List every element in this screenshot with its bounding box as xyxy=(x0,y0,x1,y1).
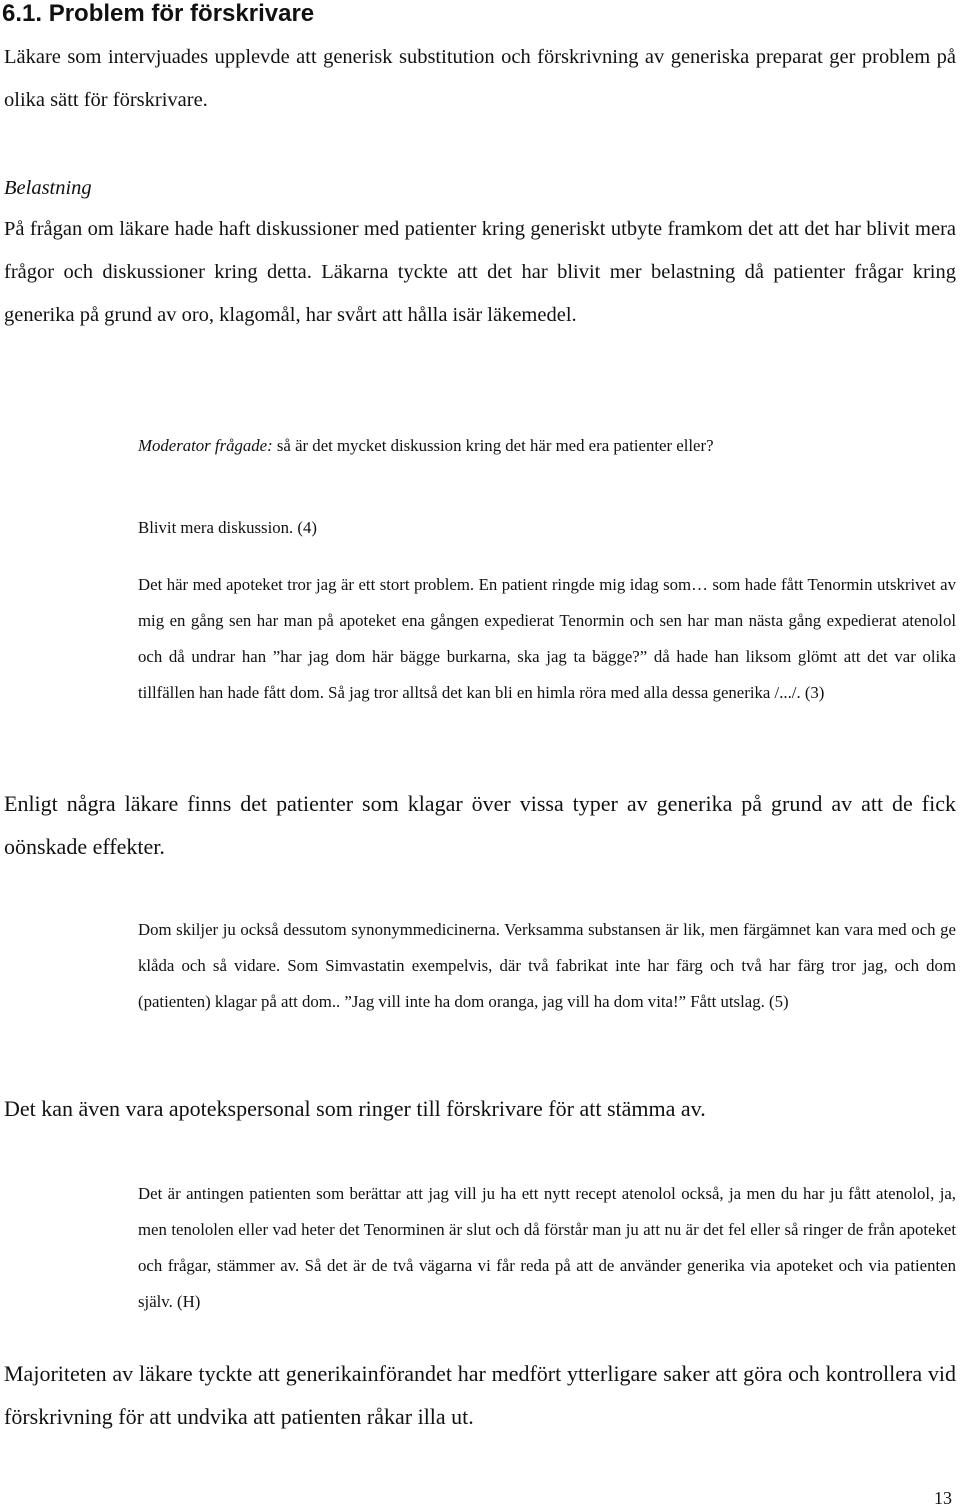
moderator-question-text: så är det mycket diskussion kring det här med era patienter eller? xyxy=(276,436,714,455)
subheading-belastning: Belastning xyxy=(4,177,92,199)
moderator-question xyxy=(138,428,714,464)
page-number: 13 xyxy=(934,1488,952,1508)
quote-synonymmediciner: Dom skiljer ju också dessutom synonymmedicinerna. Verksamma substansen är lik, men färgämnet kan vara med och ge klåda och så vidare. Som Simvastatin exempelvis, där två fabrikat inte har färg och två har färg tror jag, och dom (patienten) klagar på att dom.. ”Jag vill inte ha dom oranga, jag vill ha dom vita!” Fått utslag. (5) xyxy=(138,920,956,1011)
quote-atenolol: Det är antingen patienten som berättar att jag vill ju ha ett nytt recept atenolol också, ja men du har ju fått atenolol, ja, men tenololen eller vad heter det Tenorminen är slut och då förstår man ju att nu är det fel eller så ringer de från apoteket och frågar, stämmer av. Så det är de två vägarna vi får reda på att de använder generika via apoteket och via patienten själv. (H) xyxy=(138,1184,956,1311)
paragraph-majority: Majoriteten av läkare tyckte att generikainförandet har medfört ytterligare saker att göra och kontrollera vid förskrivning för att undvika att patienten råkar illa ut. xyxy=(4,1361,956,1429)
quote-apoteket: Det här med apoteket tror jag är ett stort problem. En patient ringde mig idag som… som hade fått Tenormin utskrivet av mig en gång sen har man på apoteket ena gången expedierat Tenormin och sen har man nästa gång expedierat atenolol och då undrar han ”har jag dom här bägge burkarna, ska jag ta bägge?” då hade han liksom glömt att det var olika tillfällen han hade fått dom. Så jag tror alltså det kan bli en himla röra med alla dessa generika /.../. (3) xyxy=(138,575,956,702)
intro-paragraph: Läkare som intervjuades upplevde att generisk substitution och förskrivning av generiska preparat ger problem på olika sätt för förskrivare. xyxy=(4,46,956,111)
quote-reply-1: Blivit mera diskussion. (4) xyxy=(138,518,317,537)
paragraph-belastning: På frågan om läkare hade haft diskussioner med patienter kring generiskt utbyte framkom det att det har blivit mera frågor och diskussioner kring detta. Läkarna tyckte att det har blivit mer belastning då patienter frågar kring generika på grund av oro, klagomål, har svårt att hålla isär läkemedel. xyxy=(4,218,956,326)
paragraph-pharmacy: Det kan även vara apotekspersonal som ringer till förskrivare för att stämma av. xyxy=(4,1096,706,1121)
paragraph-effects: Enligt några läkare finns det patienter som klagar över vissa typer av generika på grund av att de fick oönskade effekter. xyxy=(4,791,956,859)
moderator-label: Moderator frågade: xyxy=(138,436,273,455)
section-heading: 6.1. Problem för förskrivare xyxy=(2,0,315,27)
